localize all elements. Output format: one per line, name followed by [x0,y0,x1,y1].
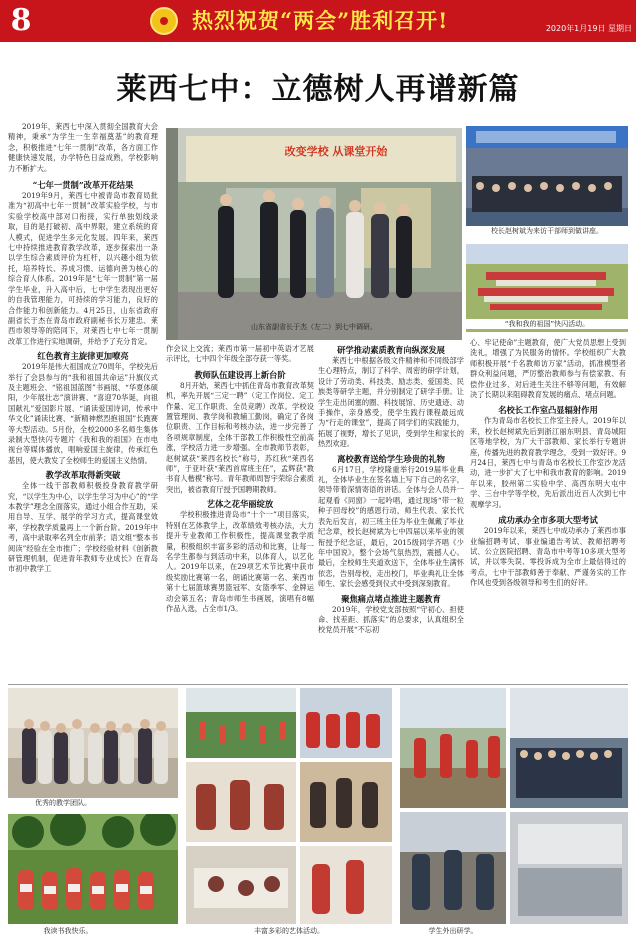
right-mid-caption: “我和我的祖国”快闪活动。 [466,319,628,329]
column-2a [166,344,314,682]
bottom-photo-arts [186,688,392,938]
bottom-caption-reading: 我读书我快乐。 [43,927,93,935]
subheading: 教师队伍建设再上新台阶 [194,369,286,380]
column-3 [470,338,626,682]
subheading: 研学推动素质教育向纵深发展 [337,345,445,355]
paragraph: 2019年，学校党支部按照“守初心、担使命、找差距、抓落实”的总要求，认真组织全校党员开展“不忘初 [318,604,464,635]
sign-text: 改变学校 从课堂开始 [284,145,388,158]
subheading: 名校长工作室凸显辐射作用 [498,405,598,416]
subheading: 红色教育主旋律更加嘹亮 [37,351,129,362]
page-number: 8 [10,3,32,38]
bottom-caption-team: 优秀的教学团队。 [35,799,91,807]
paragraph: 2019年以来，莱西七中成功承办了莱西市事业编招聘考试、事业编通告考试、教师招聘考试、公立医院招聘、青岛市中考等10多项大型考试，并以零失误、零投诉成为全市上最信得过的考点，七中干部教师善于奉献、严谨务实的工作作风也受到各级领导和考生们的好评。 [470,526,626,588]
paragraph: 6月17日，学校隆重举行2019届毕业典礼，全体毕业生在签名墙上写下自己的名字，领导带着深情寄语的讲话。全体与会人员并一起观看《同窗》一起吟唱，通过现场“带一粒种子回母校”的感恩行动，师生代表、家长代表先后发言，初三班主任为毕业生佩戴了毕业纪念章，校长赵树斌为七中四届以来毕业的领衔授予纪念证，最后，2015级同学齐唱《少年中国说》，整个会场气氛热烈，震撼人心。最后，全校师生夹道欢送下，全体毕业生满怀依恋，告别母校，走出校门，毕业典礼让全体师生、家长会感受到仪式中受到深刻教育。 [318,464,464,589]
paragraph: 8月开始，莱西七中抓住青岛市教育改革契机，率先开展“三定一聘”（定工作岗位、定工作量、定工作职责、全员竞聘）改革。学校设置管理岗、教学岗和教辅工勤岗，确定了各岗位职责、工作目标和考核办法，进一步完善了各项规章制度，全体干部教工作积极性空前高涨，学校活力进一步增强。全市教师节表彰，赵树斌获“莱西名校长”称号，苏红秋“莱西名师”，于亚叶获“莱西首席班主任”，孟辉获“教书育人楷模”称号。青年教师周智宇荣综合素质突出，被省教育厅授予国聘期教师。 [166,380,314,494]
headline: 莱西七中：立德树人再谱新篇 [116,72,520,107]
party-emblem-icon [150,7,178,35]
paragraph: 2019年，莱西七中深入贯彻全国教育大会精神，秉承“为学生一生幸福奠基”的教育理念，积极推进“七年一贯制”改革，各方面工作健康快速发展，办学特色日益成熟，学校影响力不断扩大。 [8,122,158,173]
subheading: 艺体之花华丽绽放 [206,499,274,510]
paragraph: 作会议上交流；莱西市第一届初中英语才艺展示评比，七中四个年级全部夺获一等奖。 [166,344,314,364]
bottom-photo-team [8,688,178,810]
subheading: 教学改革取得新突破 [45,470,121,481]
divider [8,684,628,685]
column-1 [8,122,158,682]
main-photo-caption: 山东省副省长于杰（左二）到七中调研。 [251,323,377,331]
paragraph: 2019年是伟大祖国成立70周年，学校先后举行了会县参与的“我和祖国共命运”升旗仪式及主题班会、“铭祖国蓝图”书画展、“华夏体硕阳，少年展壮志”演讲赛、“喜迎70华诞，向祖国献礼”爱国影片展、“诵读爱国诗词，传承中华文化”诵读比赛、“新精神燃烈抱祖国”长跑赛等大型活动。5月份，全校2000多名师生集体录制大型快闪专题片《我和我的祖国》在市电视台等媒体播放，唱响爱国主旋律，传承红色基因，使大教发了全校师生的爱国主义热情。 [8,362,158,465]
subheading: 成功承办全市多项大型考试 [498,515,598,526]
main-photo [166,128,462,340]
paragraph: 作为青岛市名校长工作室主持人，2019年以来，校长赵树斌先后到浙江丽东明县、青岛城阳区等地学校，为广大干部教师、家长举行专题讲座，传播先进的教育教学理念，受到一致好评。9月24日，莱西七中与青岛市名校长工作室沙龙活动，进一步扩大了七中和我市教育的影响。2019年以来，胶州第二实验中学、高西东明大屯中学、三台中学等学校，先后派出近百人次到七中观摩学习。 [470,416,626,509]
subheading: “七年一贯制”改革开花结果 [32,180,134,191]
paragraph: 莱西七中根据各级文件精神和不同级部学生心理特点，制订了科学、周密的研学计划，设计了劳动类、科技类、励志类、爱国类、民族类等研学主题，并分别制定了研学手册。让学生走出闭塞的圈、科技展馆、历史遗迹、动手操作，亲身感受，使学生践行课程最远成为“行走的课堂”，提高了同学们的实践能力，拓展了视野，增长了见识，受到学生和家长的热烈欢迎。 [318,356,464,449]
paragraph: 学校积极推进青岛市“十个一”项目落实，特别在艺体教学上，改革绩效考核办法，大力提升专业教师工作积极性，提高课堂教学质量，积极组织丰富多彩的活动和比赛，让每一名学生都参与到活动中来，以体育人，以艺化人。2019年以来，在29项艺术节比赛中获市级奖励比赛第一名，朗诵比赛第一名、莱西市第十七届篮球赛男篮冠军、女篮季军、金牌运动会第五名；青岛市师生书画展，演唱有8幅作品入选，占全市1/3。 [166,510,314,613]
column-2b [318,344,464,682]
right-mid-photo [466,244,628,332]
right-top-photo [466,126,628,236]
subheading: 聚焦痛点堵点推进主题教育 [341,593,441,604]
issue-date: 2020年1月19日 星期日 [545,24,632,33]
subheading: 离校教育送给学生珍贵的礼物 [337,453,445,464]
paragraph: 心、牢记使命”主题教育，使广大党员思想上受到洗礼，增强了为民服务的情怀。学校组织广大教师积极开展“千名教师访万家”活动，抓准模型者群众利益问题，严厉整治教师参与有偿家教、有偿作业过多、对后进生关注不够等问题，有效解决了长期以来阻碍教育发展的痛点、堵点问题。 [470,338,626,400]
paragraph: 2019年9月，莱西七中被青岛市教育局批准为“初高中七年一贯制”改革实验学校，与市实验学校高中部对口衔接，实行单独划线录取，目的是打破初、高中界限，建立系统的育人模式，促进学生多元化发展。四年来，莱西七中持续推进教育教学改革，逐步探索出一条以学生综合素质评价为杠杆，以兴趣小组为依托，培养特长、养成习惯、运德向善为核心的综合育人体系。2019年是“七年一贯制”第一届学生毕业，升入高中后，七中学生表现出更好的自我管理能力，可持续的学习能力，良好的合作能力和创新能力。4月25日，山东省政府副省长于杰在青岛市政府副秘书长万建忠、莱西市领导等的陪同下，对莱西七中七年一贯制改革工作进行实地调研，并给予了充分肯定。 [8,191,158,346]
bottom-photo-reading [8,814,178,938]
right-top-caption: 校长赵树斌为来访干部师到做讲座。 [466,226,628,236]
bottom-photo-study-trip [400,688,628,938]
bottom-caption-study-trip: 学生外出研学。 [428,927,478,935]
bottom-caption-arts: 丰富多彩的艺体活动。 [254,927,324,935]
banner-title: 热烈祝贺“两会”胜利召开! [192,8,449,33]
paragraph: 全体一线干部教师积极投身教育教学研究，“以学生为中心，以学生学习为中心”的“学本教学”理念全面落实，通过小组合作互助，采用自导、互学、展学的学习方式，提高课堂效率，学校教学质量再上一个新台阶。2019年中考，高中录取率名列全市前茅；语文组“整本书阅读”经验在全市推广；学校经验材料《创新教研管理机制，促进青年教师专业成长》在青岛市初中教学工 [8,481,158,574]
